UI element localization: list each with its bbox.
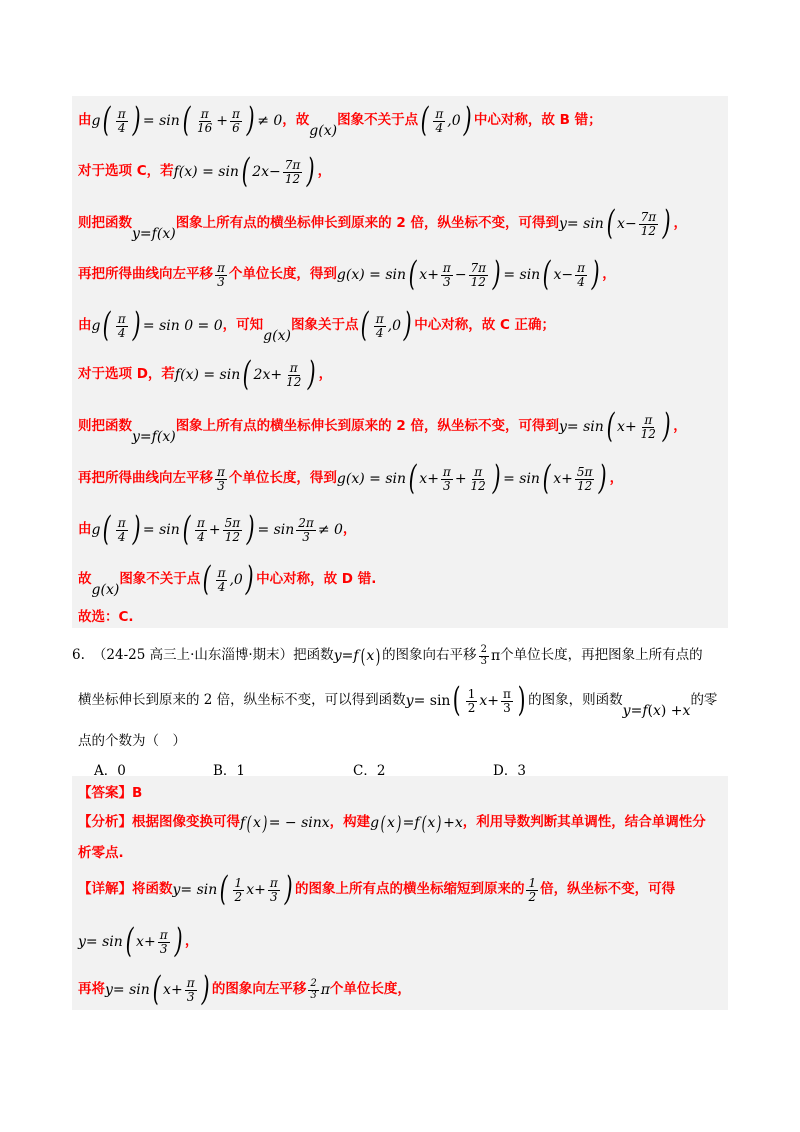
detail-line-3: 再将 y = sin ( x + $\frac{\pi}{3}$ ) 的图象向左平移 $\frac{2}{3}$ π 个单位长度， <box>78 969 411 1010</box>
solution-line-5: 由 g ( $\frac{\pi}{4}$ ) = sin 0 = 0 ，可知 g ( x ) 图象关于点 ( $\frac{\pi}{4}$ ,0 ) 中心对称，故 C 正确； <box>78 305 556 346</box>
solution-line-3: 则把函数 y = f ( x ) 图象上所有点的横坐标伸长到原来的 2 倍，纵坐标不变，可得到 y = sin ( x − $\frac{7\pi}{12}$ ) ， <box>78 203 687 244</box>
analysis-line-2: 析零点. <box>78 845 124 862</box>
solution-line-11: 故选：C. <box>78 609 134 626</box>
solution-line-6: 对于选项 D，若 f ( x ) = sin ( 2 x + $\frac{\pi}{12}$ ) ， <box>78 354 333 395</box>
solution-line-8: 再把所得曲线向左平移 $\frac{\pi}{3}$ 个单位长度，得到 g ( x ) = sin ( x + $\frac{\pi}{3}$ + $\frac{\pi}{12}$ ) = sin ( x + $\frac{5\pi}{12}$ ) ， <box>78 458 624 499</box>
solution-line-1: 由 g ( $\frac{\pi}{4}$ ) = sin ( $\frac{\pi}{16}$ + $\frac{\pi}{6}$ ) ≠ 0 ，故 g ( x ) 图象不关于点 ( $\frac{\pi}{4}$ ,0 ) 中心对称，故 B 错； <box>78 100 602 141</box>
solution-line-4: 再把所得曲线向左平移 $\frac{\pi}{3}$ 个单位长度，得到 g ( x ) = sin ( x + $\frac{\pi}{3}$ − $\frac{7\pi}{12}$ ) = sin ( x − $\frac{\pi}{4}$ ) ， <box>78 254 616 295</box>
formula-g-pi4: g ( $\frac{\pi}{4}$ ) = sin ( $\frac{\pi}{16}$ + $\frac{\pi}{6}$ ) ≠ 0 <box>91 100 283 141</box>
analysis-line-1: 【分析】根据图像变换可得 f ( x ) = − sin x ，构建 g ( x ) = f ( x ) + x ，利用导数判断其单调性，结合单调性分 <box>78 811 706 835</box>
choice-b[interactable]: B．1 <box>213 763 246 779</box>
detail-line-2: y = sin ( x + $\frac{\pi}{3}$ ) ， <box>78 921 199 962</box>
solution-line-2: 对于选项 C，若 f ( x ) = sin ( 2 x − $\frac{7\pi}{12}$ ) ， <box>78 151 332 192</box>
choice-d[interactable]: D．3 <box>493 763 526 779</box>
question-line-2: 横坐标伸长到原来的 2 倍，纵坐标不变，可以得到函数 y = sin ( $\frac{1}{2}$ x + $\frac{\pi}{3}$ ) 的图象，则函数 y = f ( x ) + x 的零 <box>78 680 718 721</box>
choice-a[interactable]: A．0 <box>94 763 126 779</box>
question-line-1: 6. （24-25 高三上·山东淄博·期末）把函数 y = f ( x ) 的图象向右平移 $\frac{2}{3}$ π 个单位长度，再把图象上所有点的 <box>72 644 703 668</box>
answer-line: 【答案】B <box>78 785 143 802</box>
solution-line-7: 则把函数 y = f ( x ) 图象上所有点的横坐标伸长到原来的 2 倍，纵坐标不变，可得到 y = sin ( x + $\frac{\pi}{12}$ ) ， <box>78 406 687 447</box>
detail-line-1: 【详解】将函数 y = sin ( $\frac{1}{2}$ x + $\frac{\pi}{3}$ ) 的图象上所有点的横坐标缩短到原来的 $\frac{1}{2}$ 倍，纵坐标不变，可得 <box>78 869 676 910</box>
solution-line-9: 由 g ( $\frac{\pi}{4}$ ) = sin ( $\frac{\pi}{4}$ + $\frac{5\pi}{12}$ ) = sin $\frac{2\pi}{3}$ ≠ 0 ， <box>78 509 357 550</box>
choice-c[interactable]: C．2 <box>353 763 386 779</box>
solution-line-10: 故 g ( x ) 图象不关于点 ( $\frac{\pi}{4}$ ,0 ) 中心对称，故 D 错. <box>78 559 377 600</box>
question-line-3: 点的个数为（ ） <box>78 733 186 750</box>
